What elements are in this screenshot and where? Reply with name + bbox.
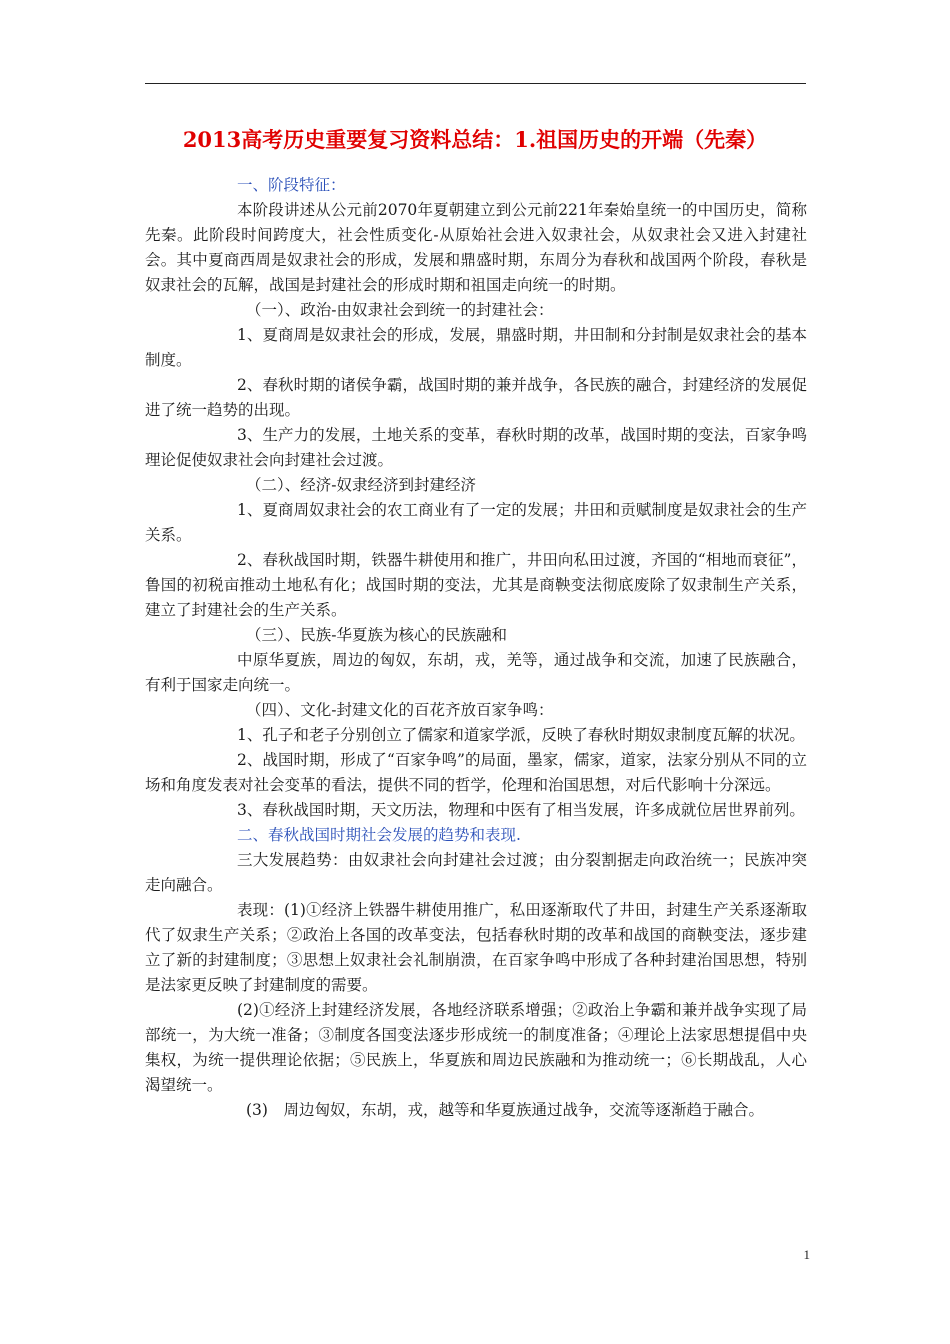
paragraph: 表现：(1)①经济上铁器牛耕使用推广，私田逐渐取代了井田，封建生产关系逐渐取代了奴隶生产关系；②政治上各国的改革变法，包括春秋时期的改革和战国的商鞅变法，逐步建立了新的封建制度；③思想上奴隶社会礼制崩溃，在百家争鸣中形成了各种封建治国思想，特别是法家更反映了封建制度的需要。: [145, 901, 807, 994]
page-number: 1: [803, 1247, 810, 1262]
paragraph: 本阶段讲述从公元前2070年夏朝建立到公元前221年秦始皇统一的中国历史，简称先秦。此阶段时间跨度大，社会性质变化-从原始社会进入奴隶社会，从奴隶社会又进入封建社会。其中夏商西周是奴隶社会的形成，发展和鼎盛时期，东周分为春秋和战国两个阶段，春秋是奴隶社会的瓦解，战国是封建社会的形成时期和祖国走向统一的时期。: [145, 201, 807, 294]
document-body: [145, 173, 807, 1123]
subsection-heading: （三）、民族-华夏族为核心的民族融和: [246, 626, 507, 644]
paragraph: 1、夏商周奴隶社会的农工商业有了一定的发展；井田和贡赋制度是奴隶社会的生产关系。: [145, 501, 807, 544]
paragraph: 1、夏商周是奴隶社会的形成，发展，鼎盛时期，井田制和分封制是奴隶社会的基本制度。: [145, 326, 807, 369]
subsection-heading: （一）、政治-由奴隶社会到统一的封建社会：: [246, 301, 554, 319]
subsection-heading: （二）、经济-奴隶经济到封建经济: [246, 476, 476, 494]
paragraph: 2、战国时期，形成了“百家争鸣”的局面，墨家，儒家，道家，法家分别从不同的立场和角度发表对社会变革的看法，提供不同的哲学，伦理和治国思想，对后代影响十分深远。: [145, 751, 807, 794]
document-title: 2013高考历史重要复习资料总结：1.祖国历史的开端（先秦）: [182, 127, 768, 152]
header-rule: [145, 83, 806, 84]
paragraph: (2)①经济上封建经济发展，各地经济联系增强；②政治上争霸和兼并战争实现了局部统一，为大统一准备；③制度各国变法逐步形成统一的制度准备；④理论上法家思想提倡中央集权，为统一提供理论依据；⑤民族上，华夏族和周边民族融和为推动统一；⑥长期战乱，人心渴望统一。: [145, 1001, 807, 1094]
paragraph: 3、生产力的发展，土地关系的变革，春秋时期的改革，战国时期的变法，百家争鸣理论促使奴隶社会向封建社会过渡。: [145, 426, 807, 469]
paragraph: 2、春秋战国时期，铁器牛耕使用和推广，井田向私田过渡，齐国的“相地而衰征”，鲁国的初税亩推动土地私有化；战国时期的变法，尤其是商鞅变法彻底废除了奴隶制生产关系，建立了封建社会的生产关系。: [145, 551, 807, 619]
section-heading: 二、春秋战国时期社会发展的趋势和表现.: [237, 826, 521, 844]
paragraph: 三大发展趋势：由奴隶社会向封建社会过渡；由分裂割据走向政治统一；民族冲突走向融合。: [145, 851, 807, 894]
paragraph: 中原华夏族，周边的匈奴，东胡，戎，羌等，通过战争和交流，加速了民族融合，有利于国家走向统一。: [145, 651, 807, 694]
paragraph: 2、春秋时期的诸侯争霸，战国时期的兼并战争，各民族的融合，封建经济的发展促进了统一趋势的出现。: [145, 376, 807, 419]
paragraph: 3、春秋战国时期，天文历法，物理和中医有了相当发展，许多成就位居世界前列。: [237, 801, 805, 819]
section-heading: 一、阶段特征：: [237, 176, 346, 194]
subsection-heading: （四）、文化-封建文化的百花齐放百家争鸣：: [246, 701, 554, 719]
paragraph: (3) 周边匈奴，东胡，戎，越等和华夏族通过战争，交流等逐渐趋于融合。: [246, 1101, 764, 1119]
paragraph: 1、孔子和老子分别创立了儒家和道家学派，反映了春秋时期奴隶制度瓦解的状况。: [237, 726, 805, 744]
